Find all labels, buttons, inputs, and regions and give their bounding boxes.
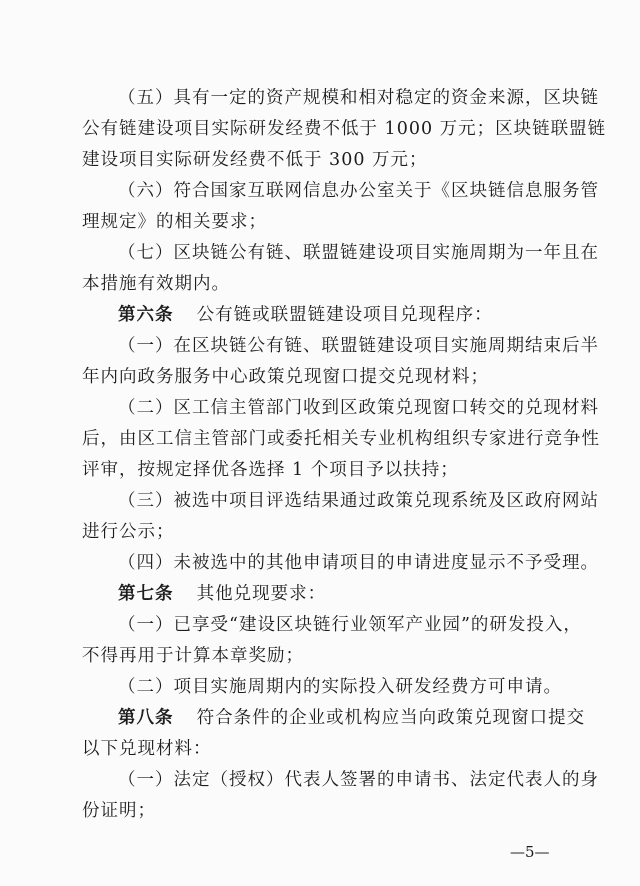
text-line: 后，由区工信主管部门或委托相关专业机构组织专家进行竞争性: [82, 429, 600, 449]
article-heading: [118, 303, 493, 327]
text-line: （四）未被选中的其他申请项目的申请进度显示不予受理。: [118, 553, 599, 573]
text-line: （一）法定（授权）代表人签署的申请书、法定代表人的身: [118, 770, 599, 790]
text-line: 份证明；: [82, 801, 156, 821]
text-line: （六）符合国家互联网信息办公室关于《区块链信息服务管: [118, 181, 599, 201]
article-text: 符合条件的企业或机构应当向政策兑现窗口提交: [196, 708, 586, 728]
text-line: 年内向政务服务中心政策兑现窗口提交兑现材料；: [82, 367, 489, 387]
text-line: （三）被选中项目评选结果通过政策兑现系统及区政府网站: [118, 491, 599, 511]
text-line: 以下兑现材料：: [82, 739, 212, 759]
text-line: （七）区块链公有链、联盟链建设项目实施周期为一年且在: [118, 243, 599, 263]
page-number: —5—: [510, 843, 550, 861]
article-text: 公有链或联盟链建设项目兑现程序：: [196, 305, 493, 325]
text-line: 建设项目实际研发经费不低于 300 万元；: [82, 150, 428, 170]
text-line: （二）项目实施周期内的实际投入研发经费方可申请。: [118, 677, 562, 697]
text-line: 理规定》的相关要求；: [82, 212, 267, 232]
text-line: 评审，按规定择优各选择 1 个项目予以扶持；: [82, 460, 459, 480]
article-heading: [118, 706, 585, 730]
text-line: （一）已享受“建设区块链行业领军产业园”的研发投入，: [118, 615, 582, 635]
article-text: 其他兑现要求：: [196, 584, 327, 604]
text-line: （二）区工信主管部门收到区政策兑现窗口转交的兑现材料: [118, 398, 599, 418]
article-label: 第七条: [118, 584, 174, 604]
text-line: （五）具有一定的资产规模和相对稳定的资金来源，区块链: [118, 88, 599, 108]
article-label: 第八条: [118, 708, 174, 728]
text-line: 公有链建设项目实际研发经费不低于 1000 万元；区块链联盟链: [82, 119, 607, 139]
article-heading: [118, 582, 326, 606]
text-line: 不得再用于计算本章奖励；: [82, 646, 304, 666]
text-line: 本措施有效期内。: [82, 274, 230, 294]
article-label: 第六条: [118, 305, 174, 325]
text-line: （一）在区块链公有链、联盟链建设项目实施周期结束后半: [118, 336, 599, 356]
text-line: 进行公示；: [82, 522, 175, 542]
